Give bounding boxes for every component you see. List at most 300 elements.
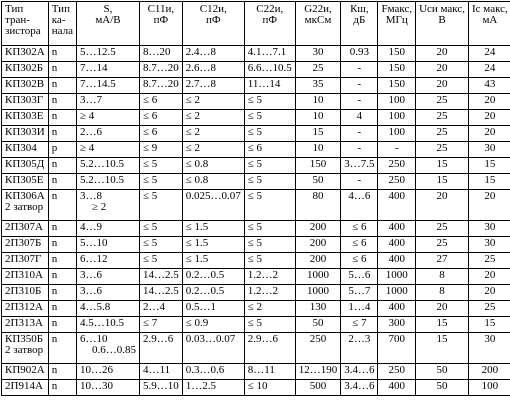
cell-transconductance <box>76 46 139 62</box>
cell-text: 10…30 <box>79 380 113 392</box>
cell-text: 400 <box>388 221 406 233</box>
cell-text: 8.7…20 <box>142 78 179 90</box>
cell-channel-type <box>48 46 76 62</box>
table-row <box>2 285 510 301</box>
cell-text: 12…190 <box>298 364 338 376</box>
cell-g22 <box>295 94 341 110</box>
cell-text: 8 <box>439 285 445 297</box>
cell-text: ≤ 5 <box>247 317 263 329</box>
cell-text: 1.2…2 <box>247 269 278 281</box>
cell-text: 25 <box>484 301 496 313</box>
cell-transconductance <box>76 142 139 158</box>
cell-text: КП306А <box>5 190 45 202</box>
cell-text: 300 <box>388 317 406 329</box>
column-header-text: мА <box>482 14 498 26</box>
cell-text: n <box>51 62 58 74</box>
cell-uds-max <box>416 237 469 253</box>
table-body <box>2 46 510 396</box>
cell-text: 3.4…6 <box>344 380 375 392</box>
table-row <box>2 221 510 237</box>
cell-text: ≤ 2 <box>185 126 201 138</box>
column-header-text: Uси макс, <box>419 3 466 15</box>
cell-text: 400 <box>388 301 406 313</box>
cell-text: ≤ 5 <box>142 253 158 265</box>
cell-text: 20 <box>436 301 448 313</box>
cell-text: 200 <box>309 221 327 233</box>
cell-fmax <box>378 333 416 364</box>
cell-text: ≤ 7 <box>352 317 367 329</box>
cell-text: 25 <box>436 110 448 122</box>
cell-text: - <box>357 94 362 106</box>
cell-c11 <box>139 237 182 253</box>
cell-text: 250 <box>388 174 406 186</box>
cell-text: 30 <box>484 237 496 249</box>
cell-g22 <box>295 380 341 396</box>
cell-noise-figure <box>341 301 378 317</box>
cell-text: 30 <box>312 46 324 58</box>
cell-text: 100 <box>388 94 406 106</box>
cell-text: КП302Б <box>5 62 44 74</box>
cell-type <box>2 110 49 126</box>
cell-text: 15 <box>484 158 496 170</box>
cell-text: 200 <box>309 253 327 265</box>
cell-text: 200 <box>481 364 499 376</box>
cell-noise-figure <box>341 237 378 253</box>
cell-text: ≤ 5 <box>247 190 263 202</box>
cell-c12 <box>182 110 244 126</box>
cell-id-max <box>469 269 510 285</box>
cell-text: 15 <box>436 333 448 345</box>
cell-g22 <box>295 78 341 94</box>
cell-text: 10 <box>312 94 324 106</box>
cell-text: 50 <box>436 364 448 376</box>
cell-c11 <box>139 78 182 94</box>
cell-text: 2.9…6 <box>142 333 174 345</box>
cell-transconductance <box>76 253 139 269</box>
cell-id-max <box>469 94 510 110</box>
cell-c22 <box>244 253 295 269</box>
cell-text: 2.6…8 <box>185 62 216 74</box>
cell-text: 1000 <box>385 285 408 297</box>
cell-text: 2П310А <box>5 269 43 281</box>
cell-id-max <box>469 364 510 380</box>
cell-text: ≥ 4 <box>79 142 95 154</box>
table-row <box>2 190 510 221</box>
cell-text: ≤ 7 <box>142 317 158 329</box>
table-row <box>2 142 510 158</box>
cell-uds-max <box>416 301 469 317</box>
cell-text: ≤ 6 <box>142 126 158 138</box>
cell-g22 <box>295 253 341 269</box>
column-header-fmax <box>378 2 416 46</box>
cell-channel-type <box>48 126 76 142</box>
cell-g22 <box>295 174 341 190</box>
cell-text: 10…26 <box>79 364 113 376</box>
cell-g22 <box>295 142 341 158</box>
cell-text: 20 <box>484 94 496 106</box>
cell-noise-figure <box>341 78 378 94</box>
cell-text: 200 <box>309 237 327 249</box>
cell-text: ≤ 5 <box>142 190 158 202</box>
cell-text: 2…4 <box>142 301 165 313</box>
cell-channel-type <box>48 174 76 190</box>
cell-noise-figure <box>341 158 378 174</box>
cell-c22 <box>244 126 295 142</box>
cell-fmax <box>378 94 416 110</box>
column-header-text: S, <box>103 3 113 15</box>
cell-fmax <box>378 221 416 237</box>
cell-c22 <box>244 317 295 333</box>
cell-noise-figure <box>341 94 378 110</box>
cell-channel-type <box>48 269 76 285</box>
cell-uds-max <box>416 380 469 396</box>
cell-text: 1000 <box>306 269 329 281</box>
cell-text: - <box>357 62 362 74</box>
cell-text: ≤ 10 <box>247 380 268 392</box>
cell-text: - <box>357 78 362 90</box>
cell-text: 1.2…2 <box>247 285 278 297</box>
column-header-type <box>2 2 49 46</box>
cell-text: 4 <box>356 110 363 122</box>
cell-g22 <box>295 126 341 142</box>
cell-text: КП350Б <box>5 333 44 345</box>
cell-text: 5…12.5 <box>79 46 116 58</box>
table-header-row <box>2 2 510 46</box>
cell-transconductance <box>76 301 139 317</box>
cell-text: 0.93 <box>349 46 369 58</box>
cell-text: 10 <box>312 110 324 122</box>
column-header-text: зистора <box>5 25 41 37</box>
column-header-transconductance <box>76 2 139 46</box>
cell-text: n <box>51 46 58 58</box>
cell-noise-figure <box>341 46 378 62</box>
cell-text: 400 <box>388 237 406 249</box>
cell-text: 250 <box>388 364 406 376</box>
cell-text: КП304 <box>5 142 37 154</box>
cell-fmax <box>378 380 416 396</box>
cell-id-max <box>469 380 510 396</box>
cell-text: ≤ 6 <box>247 142 263 154</box>
column-header-text: Fмакс, <box>381 3 413 15</box>
cell-g22 <box>295 46 341 62</box>
column-header-text: пФ <box>262 14 278 26</box>
cell-text: 8…20 <box>142 46 171 58</box>
cell-noise-figure <box>341 269 378 285</box>
cell-g22 <box>295 301 341 317</box>
cell-uds-max <box>416 62 469 78</box>
cell-text: 43 <box>484 78 496 90</box>
cell-text: 25 <box>436 94 448 106</box>
cell-text: ≤ 5 <box>247 174 263 186</box>
cell-text: 14…2.5 <box>142 269 179 281</box>
cell-text: n <box>51 237 58 249</box>
column-header-text: нала <box>51 25 73 37</box>
cell-g22 <box>295 237 341 253</box>
cell-text: n <box>51 221 58 233</box>
cell-text: ≤ 6 <box>352 237 367 249</box>
cell-c11 <box>139 221 182 237</box>
cell-text: 400 <box>388 380 406 392</box>
cell-text: n <box>51 333 58 345</box>
cell-c12 <box>182 253 244 269</box>
cell-channel-type <box>48 253 76 269</box>
cell-text: 25 <box>484 253 496 265</box>
cell-c22 <box>244 158 295 174</box>
cell-text: 25 <box>436 142 448 154</box>
cell-text: 2.4…8 <box>185 46 216 58</box>
cell-type <box>2 364 49 380</box>
table-row <box>2 253 510 269</box>
table-row <box>2 126 510 142</box>
cell-text: 2П307Б <box>5 237 42 249</box>
cell-fmax <box>378 364 416 380</box>
cell-text: 5…10 <box>79 237 108 249</box>
cell-fmax <box>378 285 416 301</box>
cell-text: - <box>357 174 362 186</box>
cell-text: ≤ 0.8 <box>185 174 209 186</box>
cell-text: 20 <box>484 126 496 138</box>
cell-text: 15 <box>436 174 448 186</box>
cell-c22 <box>244 142 295 158</box>
cell-text: n <box>51 190 58 202</box>
cell-text: 8…11 <box>247 364 275 376</box>
cell-id-max <box>469 301 510 317</box>
cell-c12 <box>182 158 244 174</box>
table-row <box>2 110 510 126</box>
cell-text: 5.2…10.5 <box>79 158 124 170</box>
cell-fmax <box>378 158 416 174</box>
cell-type <box>2 78 49 94</box>
cell-fmax <box>378 62 416 78</box>
cell-text: ≤ 5 <box>142 174 158 186</box>
cell-uds-max <box>416 190 469 221</box>
cell-c22 <box>244 301 295 317</box>
cell-c22 <box>244 94 295 110</box>
cell-transconductance <box>76 78 139 94</box>
cell-text: n <box>51 269 58 281</box>
cell-text: 3…8 <box>79 190 102 202</box>
cell-text: 20 <box>484 190 496 202</box>
cell-text: 130 <box>309 301 327 313</box>
cell-text: 4…9 <box>79 221 102 233</box>
cell-text: 0.5…1 <box>185 301 216 313</box>
cell-type <box>2 380 49 396</box>
column-header-text: Iс макс, <box>472 3 508 15</box>
cell-text: 0.03…0.07 <box>185 333 236 345</box>
cell-text: 3…6 <box>79 269 102 281</box>
cell-text: n <box>51 126 58 138</box>
cell-fmax <box>378 78 416 94</box>
column-header-text: C12и, <box>199 3 227 15</box>
cell-text: 27 <box>436 253 448 265</box>
column-header-c11 <box>139 2 182 46</box>
cell-text: 8.7…20 <box>142 62 179 74</box>
cell-transconductance <box>76 221 139 237</box>
cell-text: 100 <box>388 126 406 138</box>
cell-c22 <box>244 78 295 94</box>
cell-text: 30 <box>484 333 496 345</box>
cell-text: ≤ 2 <box>185 94 201 106</box>
table-row <box>2 174 510 190</box>
cell-c11 <box>139 364 182 380</box>
cell-text: 2П312А <box>5 301 43 313</box>
cell-c11 <box>139 333 182 364</box>
cell-c11 <box>139 380 182 396</box>
cell-id-max <box>469 333 510 364</box>
cell-uds-max <box>416 78 469 94</box>
cell-text: 5.2…10.5 <box>79 174 124 186</box>
cell-text: 1…4 <box>348 301 371 313</box>
cell-text: 3…7.5 <box>344 158 375 170</box>
cell-uds-max <box>416 317 469 333</box>
cell-fmax <box>378 126 416 142</box>
cell-channel-type <box>48 110 76 126</box>
column-header-text: Кш, <box>350 3 369 15</box>
cell-text: ≤ 5 <box>247 94 263 106</box>
cell-text: 400 <box>388 253 406 265</box>
cell-type <box>2 158 49 174</box>
cell-id-max <box>469 190 510 221</box>
cell-c11 <box>139 62 182 78</box>
cell-text: ≤ 6 <box>352 221 367 233</box>
cell-text: 5.9…10 <box>142 380 179 392</box>
cell-text: 5…6 <box>348 269 371 281</box>
cell-text: ≥ 4 <box>79 110 95 122</box>
cell-text: 20 <box>436 190 448 202</box>
cell-transconductance <box>76 94 139 110</box>
cell-text: 24 <box>484 62 496 74</box>
cell-type <box>2 317 49 333</box>
cell-uds-max <box>416 285 469 301</box>
cell-channel-type <box>48 301 76 317</box>
cell-transconductance <box>76 317 139 333</box>
cell-text: ≤ 9 <box>142 142 158 154</box>
cell-id-max <box>469 126 510 142</box>
cell-c22 <box>244 380 295 396</box>
cell-text: КП303И <box>5 126 45 138</box>
cell-text: 2…3 <box>348 333 371 345</box>
table-row <box>2 364 510 380</box>
cell-type <box>2 46 49 62</box>
cell-channel-type <box>48 237 76 253</box>
cell-text: n <box>51 110 58 122</box>
column-header-text: пФ <box>205 14 221 26</box>
cell-transconductance <box>76 158 139 174</box>
cell-text: n <box>51 174 58 186</box>
cell-type <box>2 237 49 253</box>
column-header-uds-max <box>416 2 469 46</box>
cell-c22 <box>244 269 295 285</box>
cell-g22 <box>295 62 341 78</box>
cell-transconductance <box>76 237 139 253</box>
cell-c12 <box>182 380 244 396</box>
cell-text: 2…6 <box>79 126 102 138</box>
cell-text: 7…14 <box>79 62 108 74</box>
cell-c12 <box>182 221 244 237</box>
cell-noise-figure <box>341 364 378 380</box>
cell-uds-max <box>416 333 469 364</box>
cell-text: 100 <box>388 110 406 122</box>
cell-c22 <box>244 221 295 237</box>
cell-text: 0.2…0.5 <box>185 269 225 281</box>
column-header-text: C22и, <box>256 3 284 15</box>
cell-id-max <box>469 46 510 62</box>
cell-c22 <box>244 190 295 221</box>
cell-text: ≤ 0.9 <box>185 317 209 329</box>
cell-text: КП305Д <box>5 158 45 170</box>
cell-text: 15 <box>436 158 448 170</box>
cell-noise-figure <box>341 126 378 142</box>
cell-c12 <box>182 285 244 301</box>
column-header-text: МГц <box>385 14 408 26</box>
cell-transconductance <box>76 269 139 285</box>
cell-type <box>2 126 49 142</box>
cell-uds-max <box>416 221 469 237</box>
cell-text: 2П313А <box>5 317 43 329</box>
cell-noise-figure <box>341 142 378 158</box>
cell-text: 50 <box>436 380 448 392</box>
cell-c22 <box>244 364 295 380</box>
cell-id-max <box>469 110 510 126</box>
cell-text: 150 <box>388 46 406 58</box>
column-header-text: Тип <box>51 3 70 15</box>
table-row <box>2 46 510 62</box>
cell-c11 <box>139 301 182 317</box>
cell-text: 14…2.5 <box>142 285 179 297</box>
table-row <box>2 78 510 94</box>
cell-text: ≤ 0.8 <box>185 158 209 170</box>
cell-type <box>2 285 49 301</box>
cell-text: ≤ 1.5 <box>185 253 209 265</box>
cell-uds-max <box>416 94 469 110</box>
cell-text: 4.1…7.1 <box>247 46 287 58</box>
cell-channel-type <box>48 317 76 333</box>
cell-text: 4…6 <box>348 190 371 202</box>
cell-c11 <box>139 142 182 158</box>
cell-c11 <box>139 174 182 190</box>
cell-text: 15 <box>484 317 496 329</box>
cell-text: 150 <box>309 158 327 170</box>
cell-g22 <box>295 317 341 333</box>
column-header-text: дБ <box>353 14 366 26</box>
column-header-text: мкСм <box>304 14 332 26</box>
table-row <box>2 380 510 396</box>
cell-channel-type <box>48 364 76 380</box>
cell-uds-max <box>416 46 469 62</box>
cell-text: 20 <box>436 78 448 90</box>
cell-c22 <box>244 46 295 62</box>
cell-text: ≤ 2 <box>185 142 201 154</box>
cell-fmax <box>378 174 416 190</box>
cell-channel-type <box>48 158 76 174</box>
cell-c12 <box>182 46 244 62</box>
cell-noise-figure <box>341 380 378 396</box>
column-header-c22 <box>244 2 295 46</box>
cell-id-max <box>469 285 510 301</box>
cell-type <box>2 333 49 364</box>
column-header-text: C11и, <box>147 3 175 15</box>
cell-transconductance <box>76 364 139 380</box>
cell-text: 7…14.5 <box>79 78 116 90</box>
cell-text: 50 <box>312 317 324 329</box>
cell-text: КП305Е <box>5 174 44 186</box>
cell-text: 0.3…0.6 <box>185 364 225 376</box>
column-header-text: пФ <box>153 14 169 26</box>
cell-text: n <box>51 94 58 106</box>
table-row <box>2 94 510 110</box>
cell-text: 150 <box>388 62 406 74</box>
cell-uds-max <box>416 158 469 174</box>
